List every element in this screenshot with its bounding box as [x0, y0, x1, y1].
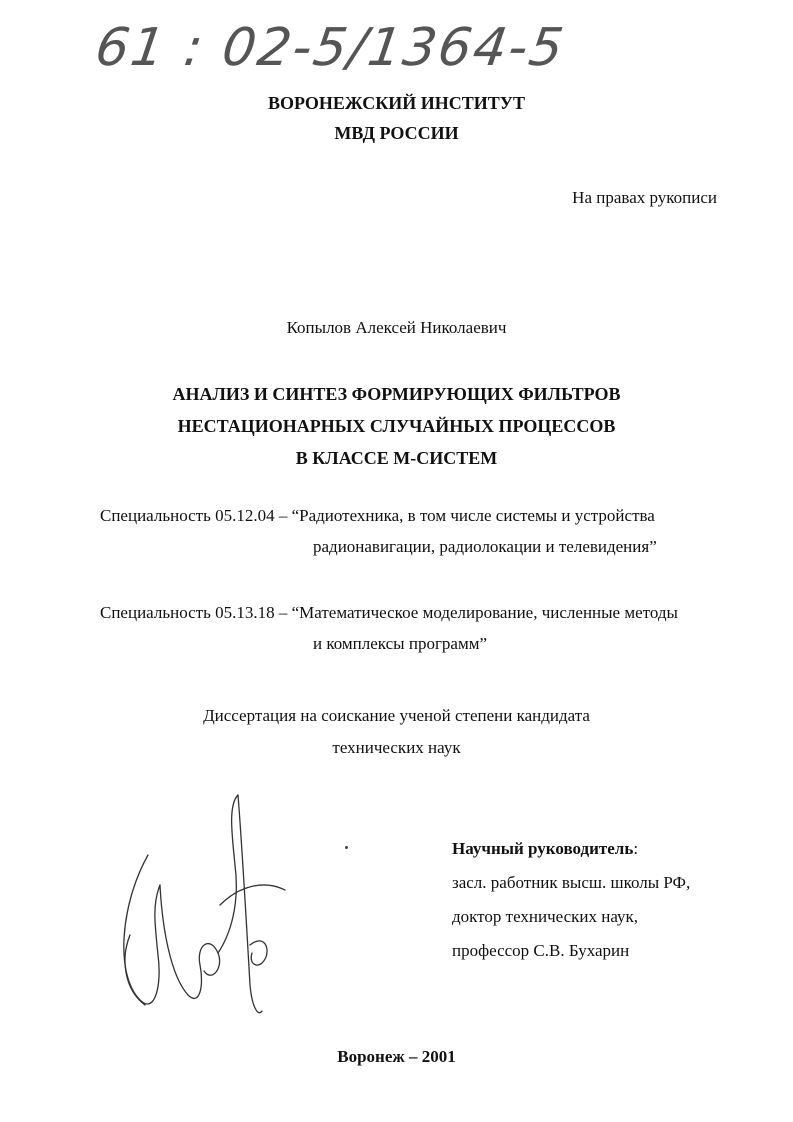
- specialty-1: [100, 500, 657, 562]
- dissertation-degree: [0, 700, 793, 764]
- handwritten-signature: [100, 785, 290, 1025]
- city-year: Воронеж – 2001: [337, 1047, 456, 1066]
- specialty-2-line-2: и комплексы программ”: [313, 634, 488, 653]
- specialty-1-line-1: Специальность 05.12.04 – “Радиотехника, в том числе системы и устройства: [100, 506, 655, 525]
- author-name: Копылов Алексей Николаевич: [286, 318, 507, 337]
- specialty-1-line-2: радионавигации, радиолокации и телевидения”: [313, 537, 657, 556]
- supervisor-line-2: доктор технических наук,: [452, 907, 639, 926]
- supervisor-line-1: засл. работник высш. школы РФ,: [452, 873, 691, 892]
- supervisor-heading: Научный руководитель: [452, 839, 634, 858]
- stray-dot: [345, 846, 348, 849]
- handwritten-catalog-code-text: 61 : 02-5/1364-5: [91, 18, 569, 78]
- dissertation-line-1: Диссертация на соискание ученой степени кандидата: [203, 706, 590, 725]
- institution-name: [0, 88, 793, 148]
- title-line-3: В КЛАССЕ М-СИСТЕМ: [295, 448, 498, 468]
- supervisor-heading-colon: :: [633, 839, 639, 858]
- title-line-2: НЕСТАЦИОНАРНЫХ СЛУЧАЙНЫХ ПРОЦЕССОВ: [177, 416, 616, 436]
- dissertation-title: [0, 378, 793, 474]
- rights-note: На правах рукописи: [572, 188, 717, 207]
- dissertation-line-2: технических наук: [332, 738, 461, 757]
- specialty-2: [100, 597, 678, 659]
- title-line-1: АНАЛИЗ И СИНТЕЗ ФОРМИРУЮЩИХ ФИЛЬТРОВ: [172, 384, 621, 404]
- supervisor-line-3: профессор С.В. Бухарин: [452, 941, 630, 960]
- specialty-2-line-1: Специальность 05.13.18 – “Математическое моделирование, численные методы: [100, 603, 678, 622]
- supervisor-heading-row: [452, 832, 690, 866]
- institution-line-1: ВОРОНЕЖСКИЙ ИНСТИТУТ: [267, 93, 526, 113]
- institution-line-2: МВД РОССИИ: [334, 123, 459, 143]
- supervisor-block: [452, 832, 690, 968]
